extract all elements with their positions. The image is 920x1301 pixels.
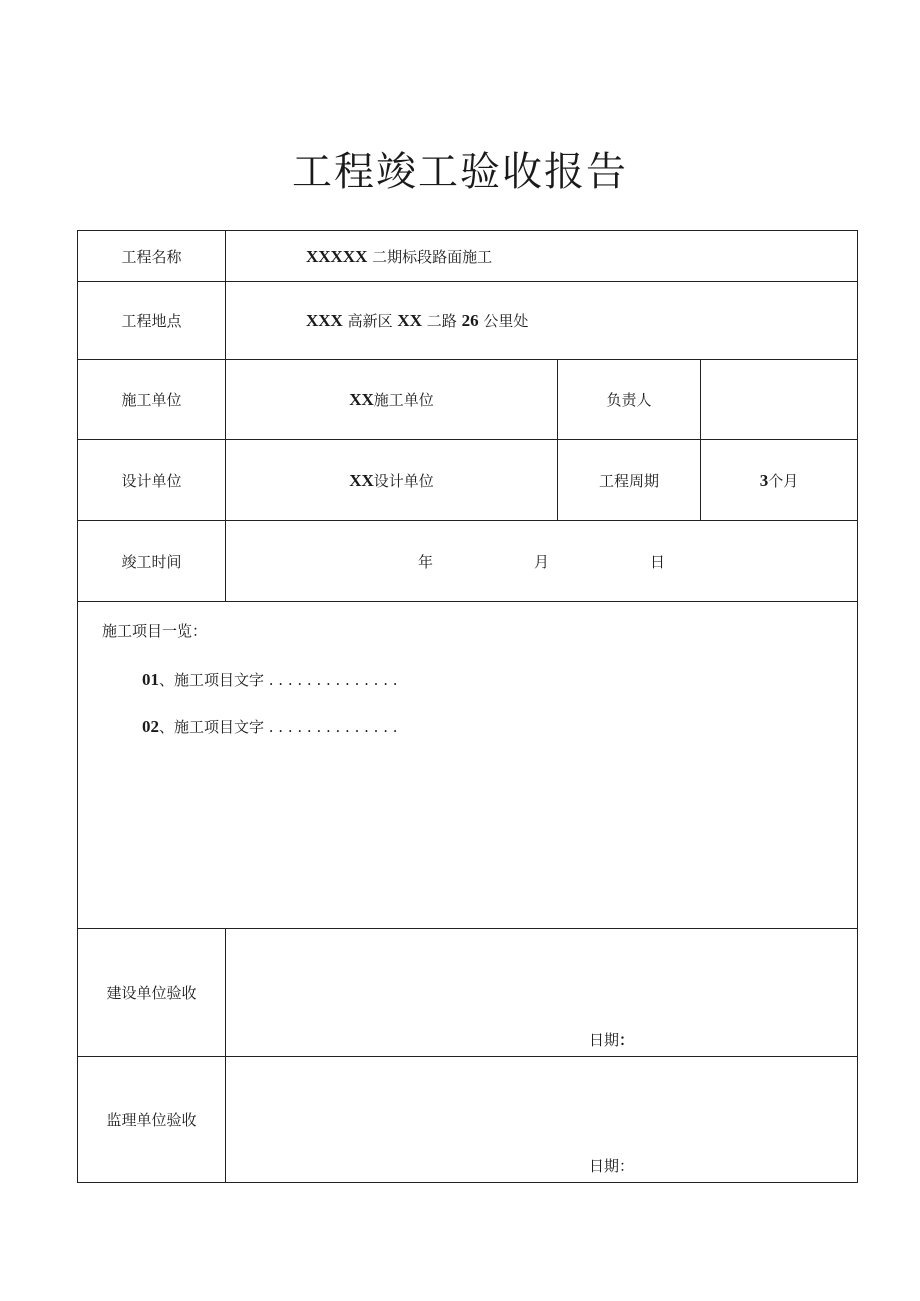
project-items-heading: 施工项目一览： (102, 622, 208, 640)
row-construction-unit (78, 360, 858, 440)
completion-month: 月 (534, 552, 550, 571)
project-name-value (226, 231, 858, 282)
design-unit-value (226, 440, 558, 521)
report-form (77, 230, 858, 1183)
project-period-label: 工程周期 (558, 440, 701, 521)
row-project-name (78, 231, 858, 282)
item-text: 、施工项目文字 . . . . . . . . . . . . . . (159, 671, 398, 689)
supervisor-acceptance-label: 监理单位验收 (78, 1057, 226, 1183)
person-in-charge-label: 负责人 (558, 360, 701, 440)
owner-acceptance-field[interactable] (226, 929, 858, 1057)
project-name-text: 二期标段路面施工 (372, 247, 493, 266)
list-item (142, 669, 833, 690)
person-in-charge-value[interactable] (701, 360, 858, 440)
item-text: 、施工项目文字 . . . . . . . . . . . . . . (159, 718, 398, 736)
row-owner-acceptance (78, 929, 858, 1057)
project-location-value (226, 282, 858, 360)
owner-date-label (589, 1029, 634, 1050)
completion-year: 年 (418, 552, 434, 571)
row-supervisor-acceptance (78, 1057, 858, 1183)
construction-unit-code: XX (349, 390, 374, 409)
design-unit-text: 设计单位 (373, 471, 434, 490)
project-location-label: 工程地点 (78, 282, 226, 360)
item-number: 02 (142, 717, 159, 736)
supervisor-acceptance-field[interactable] (226, 1057, 858, 1183)
project-items-cell (78, 602, 858, 929)
project-name-code: XXXXX (306, 246, 368, 266)
construction-unit-value (226, 360, 558, 440)
design-unit-code: XX (349, 470, 374, 490)
construction-unit-label: 施工单位 (78, 360, 226, 440)
location-part-1: XXX (306, 311, 343, 330)
completion-time-label: 竣工时间 (78, 521, 226, 602)
location-part-3: XX (397, 311, 422, 330)
item-number: 01 (142, 670, 159, 689)
row-project-location (78, 282, 858, 360)
completion-day: 日 (650, 552, 666, 571)
design-unit-label: 设计单位 (78, 440, 226, 521)
row-completion-time (78, 521, 858, 602)
location-part-5: 26 (461, 311, 479, 330)
list-item (142, 716, 833, 737)
project-period-number: 3 (759, 470, 769, 490)
location-part-4: 二路 (426, 312, 457, 330)
row-design-unit (78, 440, 858, 521)
location-part-6: 公里处 (483, 312, 529, 330)
completion-time-value (226, 521, 858, 602)
project-period-value (701, 440, 858, 521)
row-project-items (78, 602, 858, 929)
project-period-unit: 个月 (768, 471, 799, 490)
owner-acceptance-label: 建设单位验收 (78, 929, 226, 1057)
construction-unit-text: 施工单位 (373, 391, 434, 409)
location-part-2: 高新区 (347, 312, 393, 330)
owner-date-text: 日期 (589, 1031, 620, 1049)
supervisor-date-label: 日期： (589, 1157, 635, 1175)
project-name-label: 工程名称 (78, 231, 226, 282)
owner-date-colon: ： (619, 1031, 635, 1049)
page-title: 工程竣工验收报告 (292, 149, 628, 195)
